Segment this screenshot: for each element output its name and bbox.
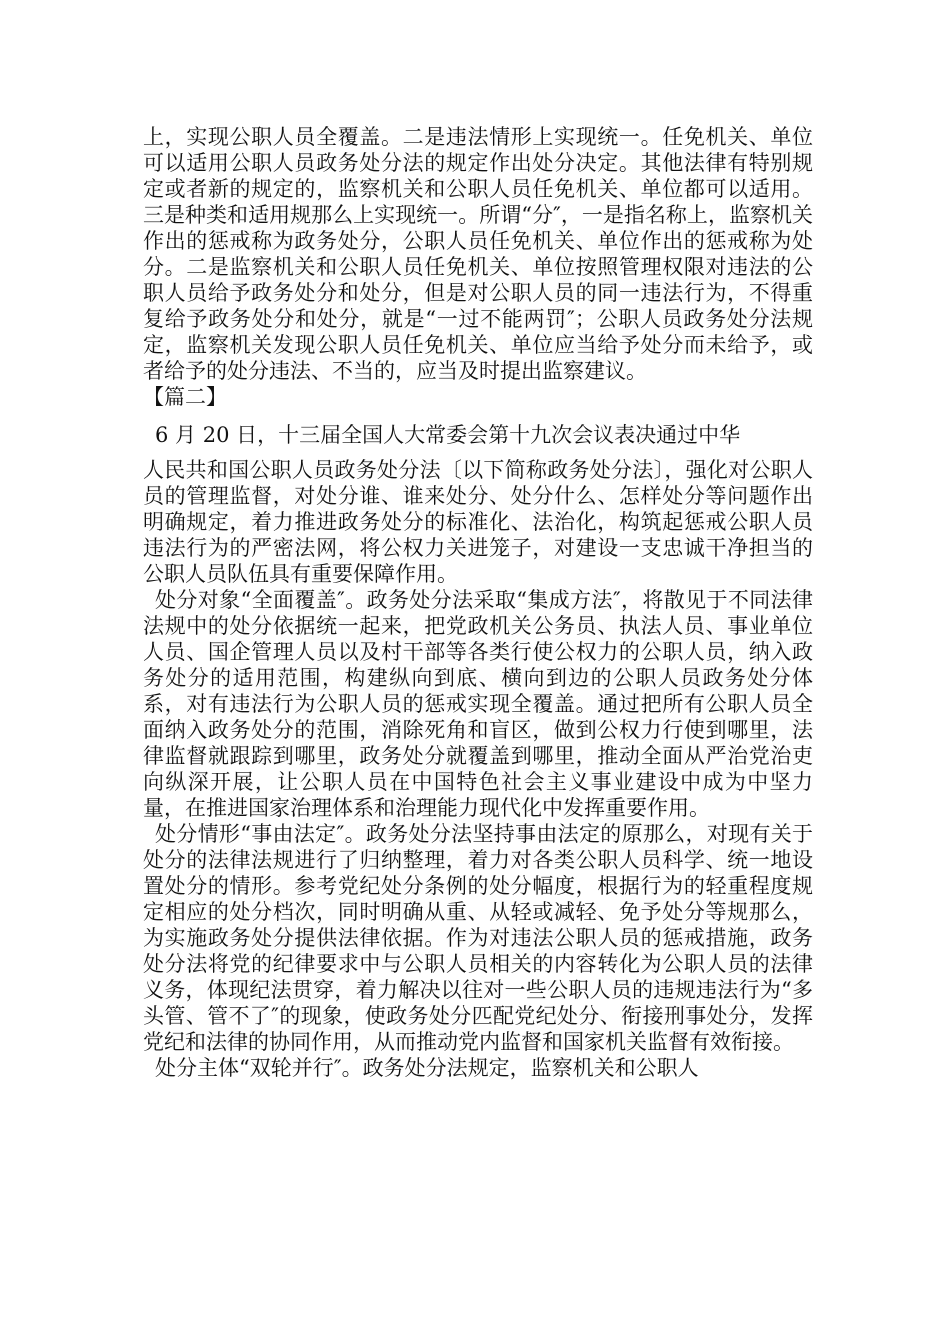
- paragraph-continuation: 上，实现公职人员全覆盖。二是违法情形上实现统一。任免机关、单位可以适用公职人员政务处分法的规定作出处分决定。其他法律有特别规定或者新的规定的，监察机关和公职人员任免机关、单位都可以适用。三是种类和适用规那么上实现统一。所谓“分″，一是指名称上，监察机关作出的惩戒称为政务处分，公职人员任免机关、单位作出的惩戒称为处分。二是监察机关和公职人员任免机关、单位按照管理权限对违法的公职人员给予政务处分和处分，但是对公职人员的同一违法行为，不得重复给予政务处分和处分，就是“一过不能两罚″；公职人员政务处分法规定，监察机关发现公职人员任免机关、单位应当给予处分而未给予，或者给予的处分违法、不当的，应当及时提出监察建议。: [143, 125, 813, 383]
- section-heading: 【篇二】: [143, 385, 227, 409]
- paragraph-intro: 人民共和国公职人员政务处分法〔以下简称政务处分法〕，强化对公职人员的管理监督，对处分谁、谁来处分、处分什么、怎样处分等问题作出明确规定，着力推进政务处分的标准化、法治化，构筑起惩戒公职人员违法行为的严密法网，将公权力关进笼子，对建设一支忠诚干净担当的公职人员队伍具有重要保障作用。: [143, 458, 813, 586]
- paragraph-legal-grounds: 处分情形“事由法定″。政务处分法坚持事由法定的原那么，对现有关于处分的法律法规进行了归纳整理，着力对各类公职人员科学、统一地设置处分的情形。参考党纪处分条例的处分幅度，根据行为的轻重程度规定相应的处分档次，同时明确从重、从轻或减轻、免予处分等规那么，为实施政务处分提供法律依据。作为对违法公职人员的惩戒措施，政务处分法将党的纪律要求中与公职人员相关的内容转化为公职人员的法律义务，体现纪法贯穿，着力解决以往对一些公职人员的违规违法行为“多头管、管不了″的现象，使政务处分匹配党纪处分、衔接刑事处分，发挥党纪和法律的协同作用，从而推动党内监督和国家机关监督有效衔接。: [143, 822, 813, 1054]
- document-page: [143, 124, 813, 1081]
- date-line: 6 月 20 日，十三届全国人大常委会第十九次会议表决通过中华: [155, 423, 741, 447]
- paragraph-dual-subjects: 处分主体“双轮并行″。政务处分法规定，监察机关和公职人: [155, 1056, 699, 1080]
- paragraph-coverage: 处分对象“全面覆盖″。政务处分法采取“集成方法″，将散见于不同法律法规中的处分依据统一起来，把党政机关公务员、执法人员、事业单位人员、国企管理人员以及村干部等各类行使公权力的公职人员，纳入政务处分的适用范围，构建纵向到底、横向到边的公职人员政务处分体系，对有违法行为公职人员的惩戒实现全覆盖。通过把所有公职人员全面纳入政务处分的范围，消除死角和盲区，做到公权力行使到哪里，法律监督就跟踪到哪里，政务处分就覆盖到哪里，推动全面从严治党治吏向纵深开展，让公职人员在中国特色社会主义事业建设中成为中坚力量，在推进国家治理体系和治理能力现代化中发挥重要作用。: [143, 588, 813, 820]
